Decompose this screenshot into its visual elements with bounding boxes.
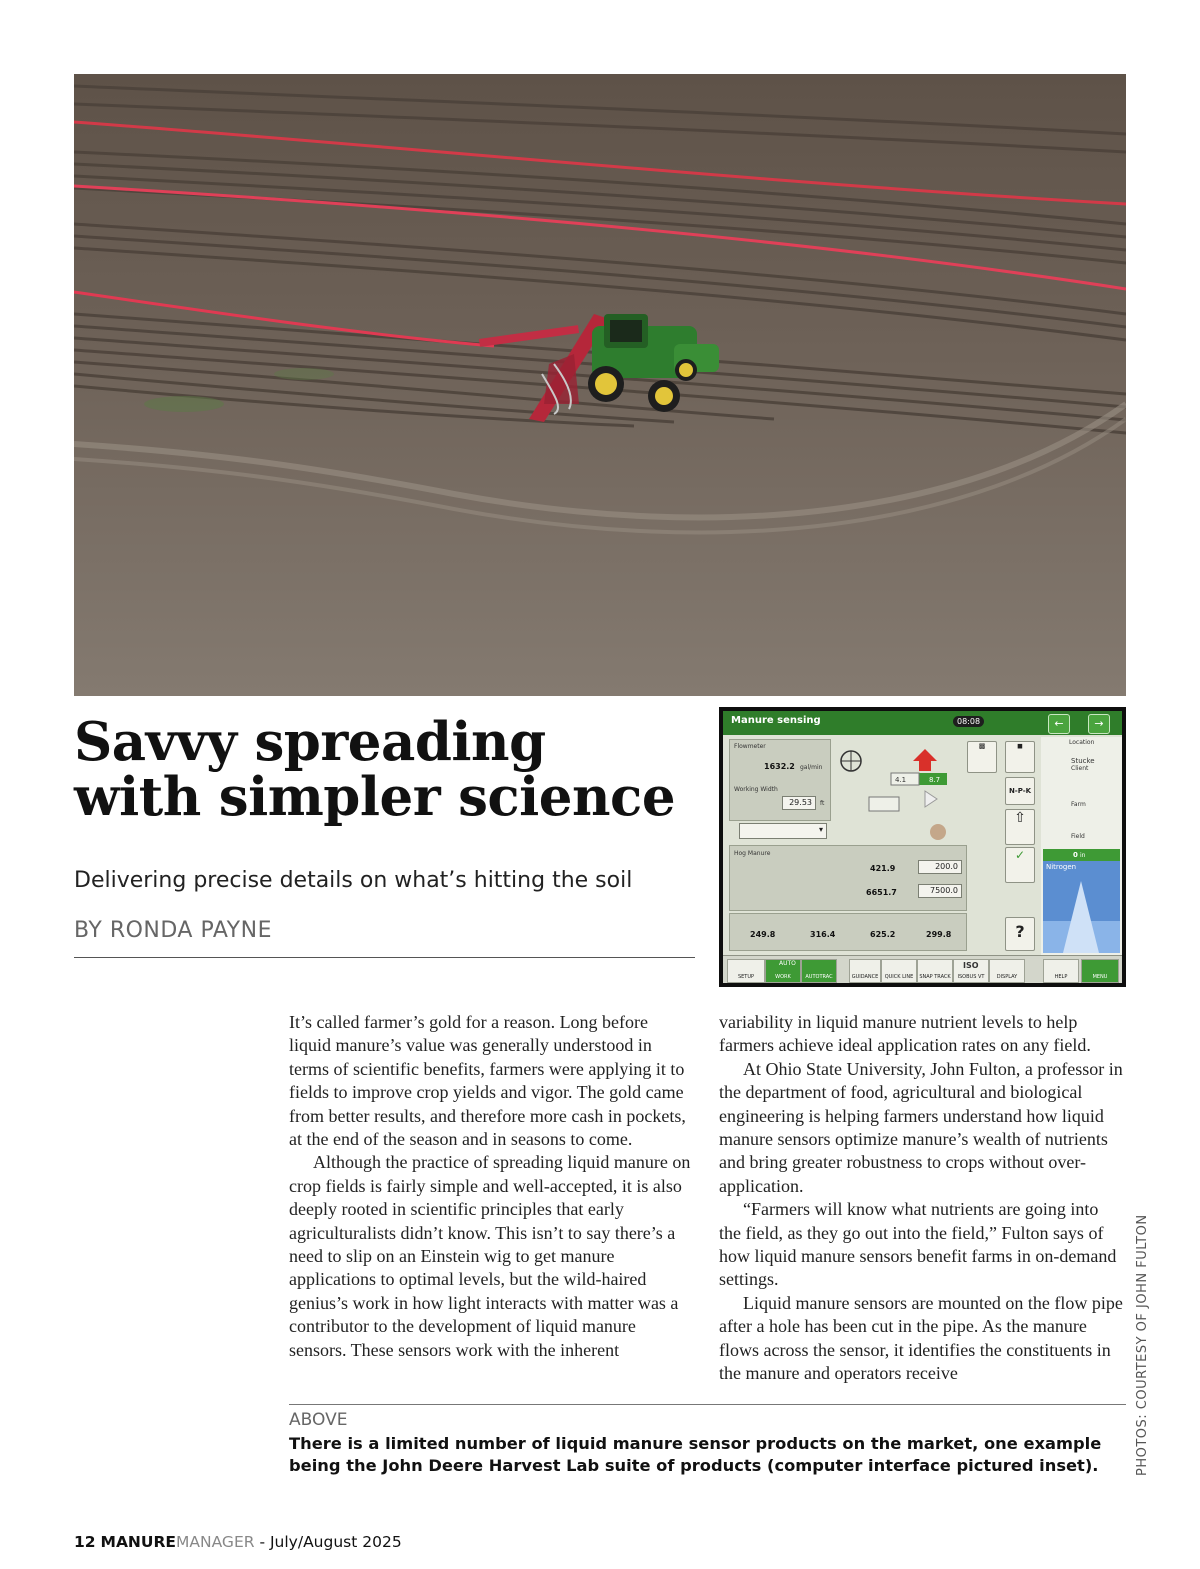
status-light-icon bbox=[929, 823, 947, 841]
paragraph: variability in liquid manure nutrient levels to help farmers achieve ideal application rates on any field. bbox=[719, 1012, 1091, 1056]
nitrogen-map bbox=[1043, 861, 1120, 953]
field-map-icon bbox=[1043, 881, 1120, 953]
nitrogen-value: 0 bbox=[1073, 851, 1078, 859]
setup-arrow-icon: ⇧ bbox=[1005, 809, 1035, 845]
screen-title: Manure sensing bbox=[731, 715, 821, 726]
diagnostics-check-icon: ✓ bbox=[1005, 847, 1035, 883]
work-button: WORK bbox=[765, 959, 801, 983]
potassium-value: 299.8 bbox=[926, 930, 952, 939]
nitrogen-unit: in bbox=[1080, 852, 1086, 859]
client-name: Stucke bbox=[1071, 757, 1095, 765]
hero-photo bbox=[74, 74, 1126, 696]
ammonium-value: 316.4 bbox=[810, 930, 836, 939]
help-icon: ? bbox=[1005, 917, 1035, 951]
client-label: Client bbox=[1071, 765, 1089, 772]
page-number: 12 bbox=[74, 1533, 96, 1551]
paragraph: “Farmers will know what nutrients are going into the field, as they go out into the field,” Fulton says of how liquid manure sensors benefit farms in on-demand settings. bbox=[719, 1199, 1117, 1290]
quick-line-button: QUICK LINE bbox=[881, 959, 917, 983]
back-arrow-icon: ← bbox=[1048, 714, 1070, 734]
field-label: Field bbox=[1071, 833, 1085, 840]
location-label: Location bbox=[1069, 739, 1095, 746]
main-icon-button: ◼ bbox=[1005, 741, 1035, 773]
monitor-screen bbox=[723, 711, 1122, 983]
working-width-label: Working Width bbox=[734, 786, 778, 793]
body-column-2 bbox=[719, 1011, 1124, 1386]
body-column-1 bbox=[289, 1011, 694, 1362]
forward-arrow-icon: → bbox=[1088, 714, 1110, 734]
byline: BY RONDA PAYNE bbox=[74, 918, 272, 943]
photo-credit: PHOTOS: COURTESY OF JOHN FULTON bbox=[1135, 1214, 1150, 1476]
guidance-button: GUIDANCE bbox=[849, 959, 881, 983]
flowmeter-panel bbox=[729, 739, 831, 821]
snap-track-button: SNAP TRACK bbox=[917, 959, 953, 983]
paragraph: Although the practice of spreading liquid manure on crop fields is fairly simple and well-accepted, it is also deeply rooted in scientific principles that early agriculturalists didn’t know. This isn’t to say there’s a need to slip on an Einstein wig to get manure applications to optimal levels, but the wild-haired genius’s work in how light interacts with matter was a contributor to the development of liquid manure sensors. These sensors work with the inherent bbox=[289, 1152, 691, 1360]
nitrogen-target-field: 200.0 bbox=[918, 860, 962, 874]
display-button: DISPLAY bbox=[989, 959, 1025, 983]
paragraph: Liquid manure sensors are mounted on the flow pipe after a hole has been cut in the pipe. As the manure flows across the sensor, it identifies the constituents in the manure and operators receive bbox=[719, 1292, 1123, 1384]
working-width-field: 29.53 bbox=[782, 796, 816, 810]
guidance-area bbox=[833, 739, 953, 819]
auto-label: AUTO bbox=[779, 960, 796, 967]
dry-matter-value: 625.2 bbox=[870, 930, 896, 939]
new-icon-button: ▩ bbox=[967, 741, 997, 773]
flowmeter-label: Flowmeter bbox=[734, 743, 766, 750]
hog-manure-label: Hog Manure bbox=[734, 850, 771, 857]
manure-type-dropdown: ▾ bbox=[739, 823, 827, 839]
caption-heading: ABOVE bbox=[289, 1410, 348, 1430]
location-side-panel bbox=[1041, 737, 1122, 955]
screen-clock: 08:08 bbox=[953, 716, 984, 727]
flow-unit: gal/min bbox=[800, 764, 823, 771]
iso-label: ISO bbox=[963, 961, 979, 970]
page-footer bbox=[74, 1533, 402, 1551]
inset-monitor-photo bbox=[719, 707, 1126, 987]
headline bbox=[74, 711, 714, 828]
hog-manure-panel bbox=[729, 845, 967, 911]
nutrient-values-panel bbox=[729, 913, 967, 951]
farm-label: Farm bbox=[1071, 801, 1086, 808]
screen-bottom-bar bbox=[723, 955, 1122, 983]
field-aerial-image bbox=[74, 74, 1126, 696]
nitrogen-header bbox=[1043, 849, 1120, 861]
flow-value: 1632.2 bbox=[764, 762, 795, 771]
magazine-name-bold: MANURE bbox=[100, 1533, 177, 1551]
volume-target-field: 7500.0 bbox=[918, 884, 962, 898]
volume-rate-value: 6651.7 bbox=[866, 888, 897, 897]
screen-title-bar bbox=[723, 711, 1122, 735]
headline-line-2: with simpler science bbox=[74, 766, 676, 828]
headline-line-1: Savvy spreading bbox=[74, 711, 546, 773]
target-a-value: 4.1 bbox=[895, 776, 907, 784]
caption-divider bbox=[289, 1404, 1126, 1405]
isobus-button: ISOBUS VT bbox=[953, 959, 989, 983]
deck: Delivering precise details on what’s hitting the soil bbox=[74, 868, 633, 893]
nitrogen-rate-value: 421.9 bbox=[870, 864, 896, 873]
magazine-name-light: MANAGER bbox=[176, 1533, 255, 1551]
width-unit: ft bbox=[820, 800, 825, 807]
nitrogen-label: Nitrogen bbox=[1046, 863, 1077, 871]
phosphorus-value: 249.8 bbox=[750, 930, 776, 939]
autotrac-button: AUTOTRAC bbox=[801, 959, 837, 983]
byline-divider bbox=[74, 957, 695, 958]
npk-button: N-P-K bbox=[1005, 777, 1035, 805]
menu-button: MENU bbox=[1081, 959, 1119, 983]
help-button: HELP bbox=[1043, 959, 1079, 983]
issue-date: - July/August 2025 bbox=[259, 1533, 402, 1551]
setup-button: SETUP bbox=[727, 959, 765, 983]
caption-text: There is a limited number of liquid manure sensor products on the market, one example being the John Deere Harvest Lab suite of products (computer interface pictured inset). bbox=[289, 1434, 1102, 1475]
paragraph: It’s called farmer’s gold for a reason. Long before liquid manure’s value was generally understood in terms of scientific benefits, farmers were applying it to fields to improve crop yields and vigor. The gold came from better results, and therefore more cash in pockets, at the end of the season and in seasons to come. bbox=[289, 1012, 686, 1150]
paragraph: At Ohio State University, John Fulton, a professor in the department of food, agricultural and biological engineering is helping farmers understand how liquid manure sensors optimize manure’s wealth of nutrients and bring greater robustness to crops without over-application. bbox=[719, 1058, 1123, 1196]
target-b-value: 8.7 bbox=[929, 776, 941, 784]
